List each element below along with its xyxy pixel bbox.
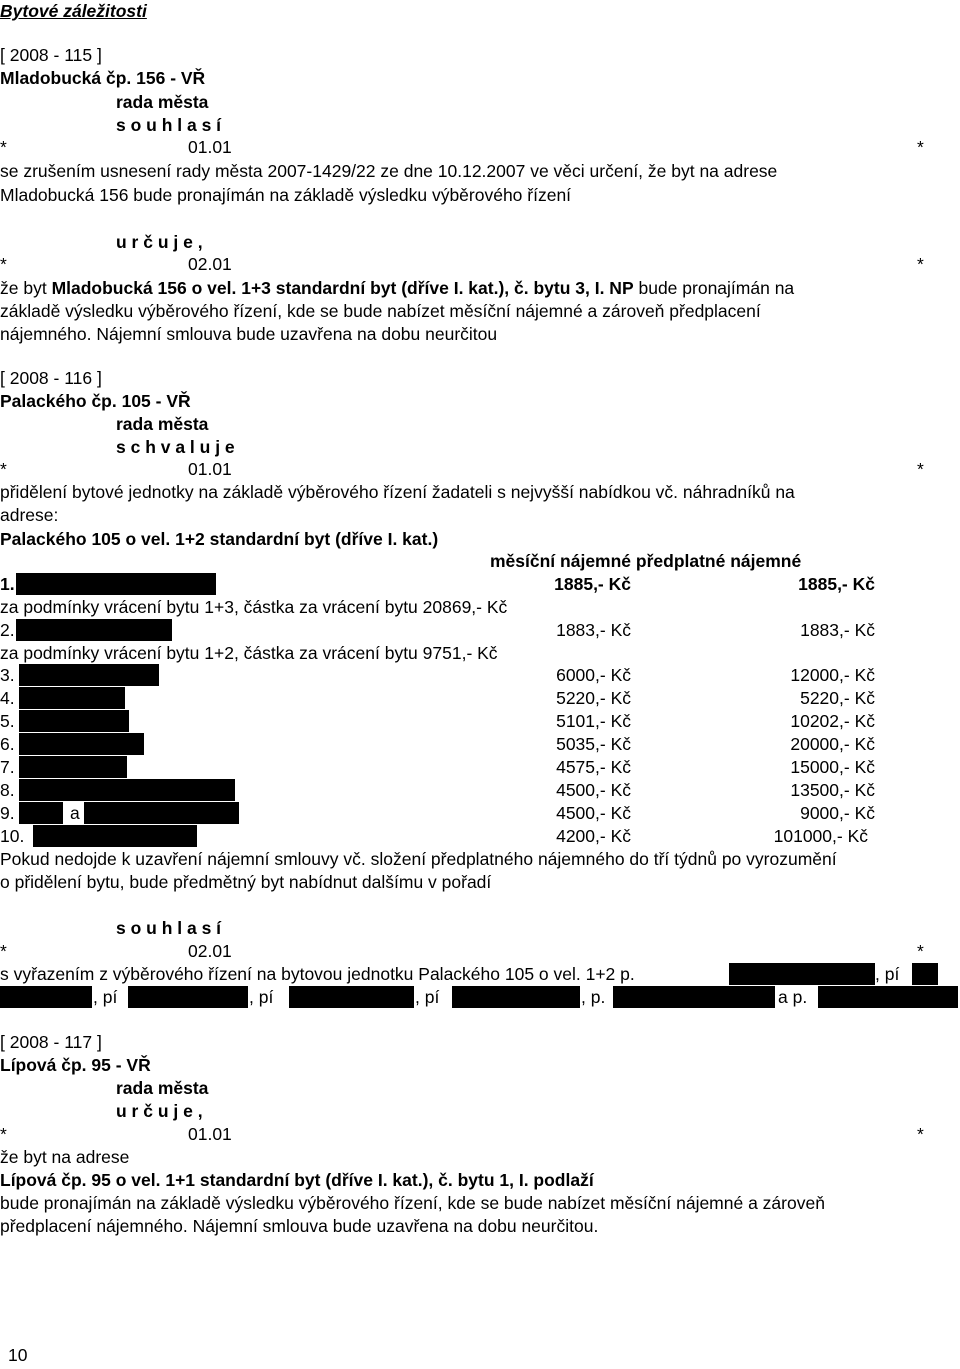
resolution-address-117: Lípová čp. 95 - VŘ — [0, 1055, 151, 1075]
star-right: * — [917, 137, 924, 157]
redaction-bar — [33, 825, 197, 847]
page-number: 10 — [8, 1345, 28, 1365]
monthly-rent: 4200,- Kč — [556, 826, 631, 846]
paragraph-line: bude pronajímán na základě výsledku výběrového řízení, kde se bude nabízet měsíční nájemné a zároveň — [0, 1193, 825, 1213]
redaction-bar — [16, 573, 216, 595]
monthly-rent: 5035,- Kč — [556, 734, 631, 754]
monthly-rent: 6000,- Kč — [556, 665, 631, 685]
prepaid-rent: 12000,- Kč — [790, 665, 875, 685]
prepaid-rent: 13500,- Kč — [790, 780, 875, 800]
redaction-bar — [19, 687, 125, 709]
item-number: 01.01 — [188, 137, 232, 157]
prepaid-rent: 15000,- Kč — [790, 757, 875, 777]
redaction-bar — [0, 986, 92, 1008]
redaction-bar — [128, 986, 248, 1008]
text-plain: bude pronajímán na — [633, 278, 795, 298]
item-number: 02.01 — [188, 254, 232, 274]
visible-fragment: a — [70, 803, 80, 823]
monthly-rent: 1885,- Kč — [554, 574, 631, 594]
prepaid-rent: 1885,- Kč — [798, 574, 875, 594]
resolution-address-115: Mladobucká čp. 156 - VŘ — [0, 68, 206, 88]
item-number-line — [0, 136, 960, 158]
redaction-bar — [16, 619, 172, 641]
paragraph-line: přidělení bytové jednotky na základě výběrového řízení žadateli s nejvyšší nabídkou vč. náhradníků na — [0, 482, 795, 502]
table-row — [0, 664, 960, 686]
table-row — [0, 687, 960, 709]
prepaid-rent: 5220,- Kč — [800, 688, 875, 708]
monthly-rent: 1883,- Kč — [556, 620, 631, 640]
prepaid-rent: 20000,- Kč — [790, 734, 875, 754]
item-number-line — [0, 458, 960, 480]
resolution-ref-117: [ 2008 - 117 ] — [0, 1032, 102, 1052]
resolution-verb: s o u h l a s í — [116, 918, 222, 938]
paragraph-line: Pokud nedojde k uzavření nájemní smlouvy vč. složení předplatného nájemného do tří týdnů po vyrozumění — [0, 849, 837, 869]
row-number: 3. — [0, 665, 15, 685]
paragraph-line: Mladobucká 156 bude pronajímán na základě výsledku výběrového řízení — [0, 185, 572, 205]
separator: a p. — [778, 987, 808, 1007]
star-left: * — [0, 137, 7, 157]
column-headers: měsíční nájemné předplatné nájemné — [490, 551, 802, 571]
item-number: 02.01 — [188, 941, 232, 961]
redaction-bar — [19, 710, 129, 732]
resolution-verb: s c h v a l u j e — [116, 437, 235, 457]
item-number: 01.01 — [188, 1124, 232, 1144]
table-row — [0, 825, 960, 847]
council-label: rada města — [116, 1078, 209, 1098]
paragraph-line — [0, 963, 960, 985]
text-plain: s vyřazením z výběrového řízení na bytovou jednotku Palackého 105 o vel. 1+2 p. — [0, 964, 635, 984]
star-right: * — [917, 1124, 924, 1144]
separator: , p. — [581, 987, 606, 1007]
table-row — [0, 573, 960, 595]
table-row — [0, 733, 960, 755]
prepaid-rent: 1883,- Kč — [800, 620, 875, 640]
item-number-line — [0, 940, 960, 962]
redaction-bar — [19, 664, 159, 686]
paragraph-line: o přidělení bytu, bude předmětný byt nabídnut dalšímu v pořadí — [0, 872, 492, 892]
prepaid-rent: 101000,- Kč — [773, 826, 868, 846]
text-plain: že byt — [0, 278, 52, 298]
paragraph-line: adrese: — [0, 505, 59, 525]
table-row — [0, 756, 960, 778]
monthly-rent: 5101,- Kč — [556, 711, 631, 731]
resolution-address-116: Palackého čp. 105 - VŘ — [0, 391, 191, 411]
redaction-bar — [613, 986, 775, 1008]
flat-description: Palackého 105 o vel. 1+2 standardní byt (dříve I. kat.) — [0, 529, 439, 549]
row-number: 5. — [0, 711, 15, 731]
table-row — [0, 710, 960, 732]
item-number-line — [0, 1123, 960, 1145]
redaction-bar — [19, 756, 127, 778]
paragraph-line — [0, 986, 960, 1008]
separator: , pí — [875, 964, 900, 984]
row-number: 2. — [0, 620, 15, 640]
prepaid-rent: 10202,- Kč — [790, 711, 875, 731]
paragraph-line: předplacení nájemného. Nájemní smlouva bude uzavřena na dobu neurčitou. — [0, 1216, 599, 1236]
star-right: * — [917, 254, 924, 274]
star-right: * — [917, 941, 924, 961]
star-left: * — [0, 459, 7, 479]
row-number: 8. — [0, 780, 15, 800]
page-heading: Bytové záležitosti — [0, 1, 147, 21]
monthly-rent: 4500,- Kč — [556, 780, 631, 800]
paragraph-line: že byt na adrese — [0, 1147, 130, 1167]
redaction-bar — [289, 986, 414, 1008]
resolution-verb: u r č u j e , — [116, 232, 203, 252]
resolution-verb: s o u h l a s í — [116, 115, 222, 135]
redaction-bar — [818, 986, 958, 1008]
resolution-verb: u r č u j e , — [116, 1101, 203, 1121]
condition-line: za podmínky vrácení bytu 1+3, částka za vrácení bytu 20869,- Kč — [0, 597, 508, 617]
paragraph-line: nájemného. Nájemní smlouva bude uzavřena na dobu neurčitou — [0, 324, 498, 344]
redaction-bar — [19, 779, 235, 801]
redaction-bar — [452, 986, 580, 1008]
paragraph-line: základě výsledku výběrového řízení, kde se bude nabízet měsíční nájemné a zároveň předplacení — [0, 301, 761, 321]
separator: , pí — [93, 987, 118, 1007]
row-number: 6. — [0, 734, 15, 754]
flat-description: Lípová čp. 95 o vel. 1+1 standardní byt (dříve I. kat.), č. bytu 1, I. podlaží — [0, 1170, 594, 1190]
table-row — [0, 779, 960, 801]
redaction-bar — [19, 802, 63, 824]
table-row — [0, 619, 960, 641]
resolution-ref-116: [ 2008 - 116 ] — [0, 368, 102, 388]
monthly-rent: 4575,- Kč — [556, 757, 631, 777]
row-number: 4. — [0, 688, 15, 708]
condition-line: za podmínky vrácení bytu 1+2, částka za vrácení bytu 9751,- Kč — [0, 643, 498, 663]
star-left: * — [0, 941, 7, 961]
redaction-bar — [84, 802, 239, 824]
item-number: 01.01 — [188, 459, 232, 479]
row-number: 10. — [0, 826, 25, 846]
separator: , pí — [249, 987, 274, 1007]
redaction-bar — [729, 963, 875, 985]
star-right: * — [917, 459, 924, 479]
council-label: rada města — [116, 92, 209, 112]
flat-description: Mladobucká 156 o vel. 1+3 standardní byt (dříve I. kat.), č. bytu 3, I. NP — [51, 278, 634, 298]
prepaid-rent: 9000,- Kč — [800, 803, 875, 823]
table-row — [0, 802, 960, 824]
monthly-rent: 5220,- Kč — [556, 688, 631, 708]
star-left: * — [0, 254, 7, 274]
row-number: 7. — [0, 757, 15, 777]
monthly-rent: 4500,- Kč — [556, 803, 631, 823]
item-number-line — [0, 253, 960, 275]
redaction-bar — [912, 963, 938, 985]
redaction-bar — [19, 733, 144, 755]
star-left: * — [0, 1124, 7, 1144]
paragraph-line — [0, 277, 794, 299]
separator: , pí — [415, 987, 440, 1007]
row-number: 9. — [0, 803, 15, 823]
resolution-ref-115: [ 2008 - 115 ] — [0, 45, 102, 65]
paragraph-line: se zrušením usnesení rady města 2007-1429/22 ze dne 10.12.2007 ve věci určení, že byt na adrese — [0, 161, 778, 181]
council-label: rada města — [116, 414, 209, 434]
row-number: 1. — [0, 574, 15, 594]
